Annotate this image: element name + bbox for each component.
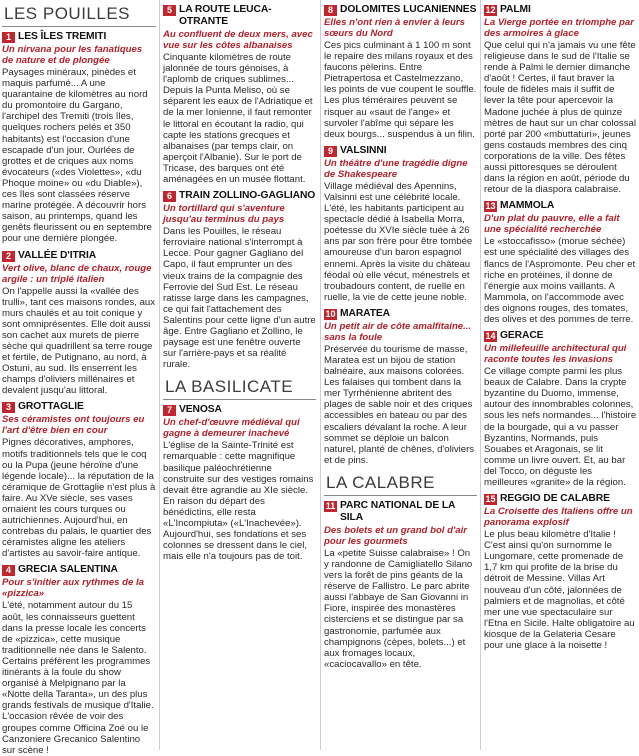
article-title: TRAIN ZOLLINO-GAGLIANO [179, 190, 316, 202]
article-body: Paysages minéraux, pinèdes et maquis parfumé... A une quarantaine de kilomètres au nord du promontoire du Gargano, l'archipel des Tremiti (trois îles, quelques rochers pelés et 350 habitants) est l'occasion d'une escapade d'un jour. Ourlées de grottes et de criques aux noms évocateurs («des Violettes», «du Phoque moine» ou «du Diable»), ces îles sont classées réserve marine protégée. A découvrir hors saison, au printemps, quand les genêts fleurissent ou en septembre pour une dernière plongée. [2, 67, 152, 245]
article-lead: Pour s'initier aux rythmes de la «pizzica» [2, 577, 144, 600]
column-divider [480, 0, 481, 750]
article-body: Ce village compte parmi les plus beaux de Calabre. Dans la crypte byzantine du Duomo, immense, autour des innombrables colonnes, sous les nefs normandes... l'histoire de la bourgade, qui a vu passer Byzantins, Normands, puis Souabes et Aragonais, se lit comme un livre ouvert. Et, au bar del Tocco, on déguste les meilleures «granite» de la région. [484, 366, 637, 488]
article-title: MAMMOLA [500, 200, 555, 212]
article-title: GRECIA SALENTINA [18, 564, 118, 576]
article-1 [2, 31, 156, 245]
article-title: LA ROUTE LEUCA-OTRANTE [179, 4, 272, 27]
article-lead: La Croisette des Italiens offre un panorama explosif [484, 506, 633, 529]
article-3 [2, 401, 156, 559]
article-lead: Un tortillard qui s'aventure jusqu'au terminus du pays [163, 203, 285, 226]
article-title: VENOSA [179, 404, 222, 416]
article-10 [324, 308, 477, 466]
column-2 [163, 0, 316, 750]
section-title-basilicate: LA BASILICATE [163, 375, 316, 400]
article-lead: Un petit air de côte amalfitaine... sans la foule [324, 320, 472, 343]
article-15 [484, 493, 637, 651]
article-number: 7 [163, 405, 176, 416]
article-body: Cinquante kilomètres de route jalonnée de tours génoises, à l'aplomb de criques sublimes... Depuis la Punta Meliso, où se séparent les eaux de l'Adriatique et de la mer Ionienne, il faut remonter le littoral en écoutant la radio, qui capte les stations grecques et albanaises (par temps clair, on aperçoit l'Albanie). Sur le port de Tricase, des barques ont été aménagées en un musée flottant. [163, 52, 313, 186]
article-lead: Ses céramistes ont toujours eu l'art d'être bien en cour [2, 414, 145, 437]
article-number: 8 [324, 5, 337, 16]
article-number: 4 [2, 565, 15, 576]
article-body: Préservée du tourisme de masse, Maratea est un bijou de station balnéaire, aux maisons colorées. Les falaises qui tombent dans la mer Tyrrhénienne abritent des plages de sable noir et des criques accessibles en bateau ou par des escaliers dévalant la roche. A leur sommet se déploie un balcon naturel, planté de chênes, d'oliviers et de pins. [324, 343, 475, 466]
column-divider [159, 0, 160, 750]
article-lead: Un nirvana pour les fanatiques de nature et de plongée [2, 44, 143, 66]
article-body: Le «stoccafisso» (morue séchée) est une spécialité des villages des flancs de l'Aspromonte. Peu cher et riche en protéines, il donne de l'énergie aux moins vaillants. A Mammola, on l'accommode avec des oignons rouges, des tomates, des olives et des pommes de terre. [484, 236, 636, 325]
article-title: REGGIO DE CALABRE [500, 493, 610, 505]
article-title: PALMI [500, 4, 531, 15]
article-number: 5 [163, 5, 176, 16]
article-6 [163, 190, 316, 370]
article-title: DOLOMITES LUCANIENNES [340, 4, 477, 15]
article-number: 15 [485, 494, 496, 505]
article-title: GERACE [500, 330, 544, 342]
article-lead: D'un plat du pauvre, elle a fait une spécialité recherchée [484, 213, 620, 236]
article-title: PARC NATIONAL DE LA SILA [340, 499, 455, 523]
article-9 [324, 145, 477, 303]
article-number: 13 [485, 201, 496, 212]
article-lead: Un théâtre d'une tragédie digne de Shakespeare [324, 157, 468, 180]
article-title: VALLÉE D'ITRIA [18, 249, 97, 261]
article-body: Village médiéval des Apennins, Valsinni est une célébrité locale. L'été, les habitants participent au spectacle dédié à Isabella Morra, poétesse du XVIe siècle tuée à 26 ans par son frère pour être tombée amoureuse d'un baron espagnol ennemi. Après la visite du château féodal où elle vécut, ménestrels et troubadours content, de ruelle en ruelle, la vie de cette jeune noble. [324, 180, 473, 303]
article-lead: Un millefeuille architectural qui raconte toutes les invasions [484, 343, 627, 366]
article-number: 2 [2, 251, 15, 262]
column-4 [484, 0, 637, 750]
article-14 [484, 330, 637, 488]
article-title: GROTTAGLIE [18, 401, 84, 413]
article-lead: Un chef-d'œuvre médiéval qui gagne à demeurer inachevé [163, 417, 300, 440]
article-lead: Vert olive, blanc de chaux, rouge argile : un triplé italien [2, 262, 152, 285]
article-body: L'été, notamment autour du 15 août, les connaisseurs guettent dans la presse locale les concerts de «pizzica», cette musique traditionnelle née dans le Salento. Certains préfèrent les programmes itinérants à la foule du show organisé à Melpignano par la «Notte della Taranta», un des plus grands festivals de musique d'Italie. L'occasion rêvée de voir des groupes comme Officina Zoé ou le Canzoniere Grecanico Salentino sur scène ! [2, 600, 154, 756]
article-body: Le plus beau kilomètre d'Italie ! C'est ainsi qu'on surnomme le Lungomare, cette promenade de 1,7 km qui profite de la brise du détroit de Messine. Villas Art nouveau d'un côté, jalonnées de palmiers et de magnolias, et côté mer une vue spectaculaire sur l'Etna en Sicile. Halte obligatoire au kiosque de la Gelateria Cesare pour une glace à la noisette ! [484, 529, 635, 652]
column-divider [320, 0, 321, 750]
article-2 [2, 250, 156, 397]
article-5 [163, 4, 316, 185]
article-lead: Des bolets et un grand bol d'air pour les gourmets [324, 524, 468, 547]
article-number: 3 [2, 402, 15, 413]
article-13 [484, 200, 637, 325]
article-body: Pignes décoratives, amphores, motifs traditionnels tels que le coq ou la Pupa (jeune héroïne d'une légende locale)... la réputation de la céramique de Grottaglie n'est plus à faire. Au XVe siècle, ses vases ornaient les cours turques ou autrichiennes. Aujourd'hui, en contrebas du palais, le quartier des céramistes aligne les ateliers d'artistes au savoir-faire antique. [2, 437, 156, 560]
article-11 [324, 500, 477, 670]
article-7 [163, 404, 316, 562]
article-lead: La Vierge portée en triomphe par des armoires à glace [484, 17, 634, 39]
article-number: 10 [325, 308, 336, 319]
article-number: 14 [485, 331, 496, 342]
article-title: VALSINNI [340, 144, 387, 156]
article-lead: Au confluent de deux mers, avec vue sur les côtes albanaises [163, 29, 313, 51]
article-12 [484, 4, 637, 195]
article-number: 1 [2, 32, 15, 43]
column-3 [324, 0, 477, 750]
article-8 [324, 4, 477, 140]
article-body: On l'appelle aussi la «vallée des trulli», tant ces maisons rondes, aux murs chaulés et au toit conique y sont omniprésentes. Elle doit aussi son cachet aux murets de pierre sèche qui quadrillent sa terre rouge et fertile, de Putignano, au nord, à Ostuni, au sud. Ils enserrent les champs d'oliviers millénaires et devalent jusqu'au littoral. [2, 285, 156, 397]
column-1 [2, 0, 156, 756]
article-body: Que celui qui n'a jamais vu une fête religieuse dans le sud de l'Italie se rende à Palmi le dernier dimanche d'août ! Certes, il faut braver la foule de fidèles mais il suffit de lever la tête pour apercevoir la Madone juchée à plus de quinze mètres de haut sur un char colossal porté par 200 «mbuttaturi», jeunes gens costauds membres des cinq corporations de la ville. Des fêtes aussi pittoresques se déroulent dans la région en août, période du retour de la diaspora calabraise. [484, 40, 636, 196]
article-number: 12 [485, 5, 496, 15]
article-body: Dans les Pouilles, le réseau ferroviaire national s'interrompt à Lecce. Pour gagner Gagliano del Capo, il faut emprunter un des vieux trains de la compagnie des Ferrovie del Sud Est. Le réseau ratisse large dans les campagnes, ce qui fait l'attachement des Salentins pour cette ligne d'un autre âge. Entre Gagliano et Zollino, le paysage est une fenêtre ouverte sur l'arrière-pays et sa réalité rurale. [163, 226, 316, 371]
article-4 [2, 564, 156, 755]
article-title: MARATEA [340, 307, 391, 319]
section-title-calabre: LA CALABRE [324, 471, 477, 496]
article-body: Ces pics culminant à 1 100 m sont le repaire des milans royaux et des faucons pèlerins. Entre Pietrapertosa et Castelmezzano, les points de vue coupent le souffle. Les plus téméraires peuvent se risquer au «saut de l'ange» et survoler l'abîme qui sépare les deux bourgs... suspendus à un filin. [324, 40, 477, 140]
article-number: 9 [324, 146, 337, 157]
article-lead: Elles n'ont rien à envier à leurs sœurs du Nord [324, 17, 465, 39]
article-title: LES ÎLES TREMITI [18, 31, 107, 42]
article-body: L'église de la Sainte-Trinité est remarquable : cette magnifique basilique paléochrétienne construite sur des vestiges romains devait être agrandie au XIe siècle. En raison du départ des bénédictins, elle resta «L'Incompiuta» («L'Inachevée»). Aujourd'hui, ses fondations et ses colonnes se dressent dans le ciel, mais elle n'a toujours pas de toit. [163, 440, 314, 563]
article-number: 11 [325, 500, 336, 511]
section-title-pouilles: LES POUILLES [2, 2, 156, 27]
article-number: 6 [163, 191, 176, 202]
article-body: La «petite Suisse calabraise» ! On y randonne de Camigliatello Silano vers la forêt de pins géants de la réserve de Fallistro. Le parc abrite aussi l'abbaye de San Giovanni in Fiore, inspirée des monastères cisterciens et se distingue par sa gastronomie, parfumée aux champignons (cèpes, bolets...) et aux fromages locaux, «caciocavallo» en tête. [324, 547, 473, 670]
